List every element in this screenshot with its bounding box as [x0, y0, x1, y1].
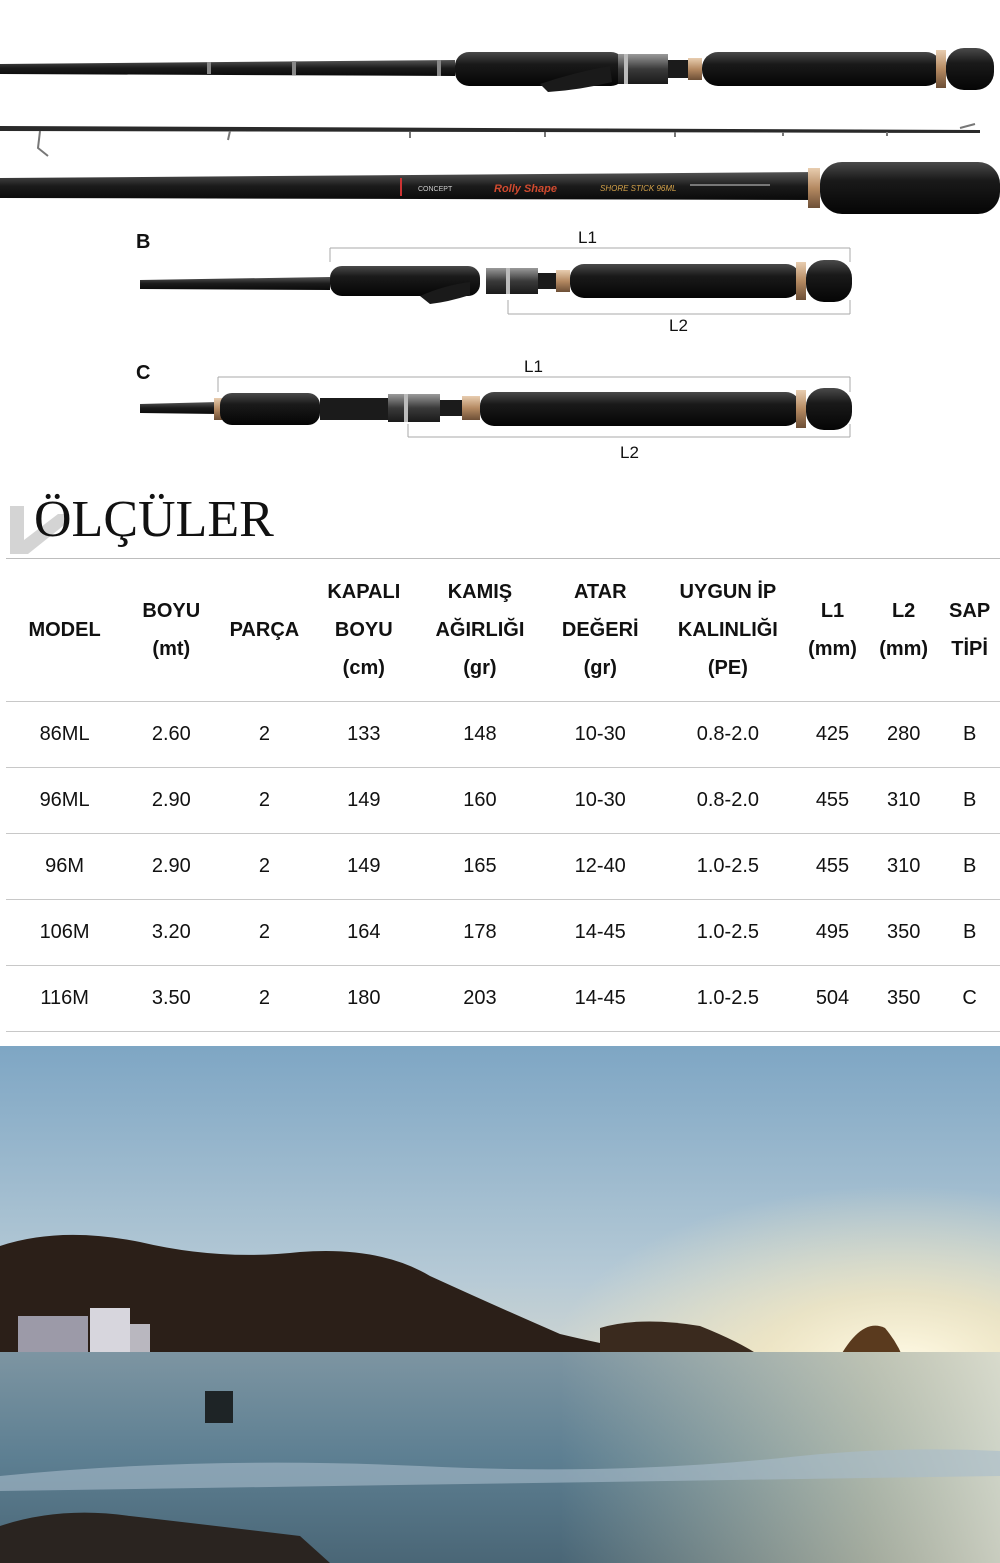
table-header-line: AĞIRLIĞI — [435, 619, 525, 641]
diagram-b-l2-label: L2 — [669, 316, 688, 335]
rod-print-model: SHORE STICK 96ML — [600, 184, 677, 193]
table-body — [6, 702, 1000, 1032]
table-cell: 203 — [418, 966, 541, 1032]
table-cell: B — [939, 768, 1000, 834]
rod-tip-section — [0, 124, 980, 156]
rod-closeup — [0, 162, 1000, 214]
table-cell: 280 — [868, 702, 939, 768]
table-cell: 14-45 — [542, 966, 659, 1032]
table-cell: 2 — [219, 834, 309, 900]
handle-diagram-b — [140, 248, 852, 314]
table-cell: 2 — [219, 702, 309, 768]
table-header-line: (mt) — [152, 638, 191, 660]
table-row — [6, 900, 1000, 966]
table-header-cell — [659, 559, 797, 702]
table-cell: 10-30 — [542, 702, 659, 768]
table-cell: 86ML — [6, 702, 123, 768]
table-cell: 1.0-2.5 — [659, 966, 797, 1032]
table-cell: 96M — [6, 834, 123, 900]
table-cell: 310 — [868, 768, 939, 834]
table-cell: 96ML — [6, 768, 123, 834]
rod-butt-section — [0, 48, 994, 92]
table-header-line: KAPALI — [327, 581, 401, 603]
table-row — [6, 768, 1000, 834]
table-header-line: L1 — [820, 600, 845, 622]
table-cell: 164 — [309, 900, 418, 966]
table-header-cell — [542, 559, 659, 702]
table-cell: 1.0-2.5 — [659, 834, 797, 900]
table-cell: B — [939, 900, 1000, 966]
table-header-line: KAMIŞ — [447, 581, 513, 603]
table-header-line: (mm) — [879, 638, 929, 660]
table-header-cell — [219, 559, 309, 702]
table-cell: 14-45 — [542, 900, 659, 966]
table-row — [6, 966, 1000, 1032]
table-header-line: MODEL — [28, 619, 101, 641]
table-cell: 106M — [6, 900, 123, 966]
table-header-line: L2 — [891, 600, 916, 622]
table-cell: 2.90 — [123, 768, 219, 834]
table-cell: 165 — [418, 834, 541, 900]
table-cell: 2 — [219, 900, 309, 966]
rod-print-brand: Rolly Shape — [494, 183, 557, 195]
diagram-c-l1-label: L1 — [524, 357, 543, 376]
diagram-c-label: C — [136, 362, 151, 384]
table-cell: 12-40 — [542, 834, 659, 900]
beach-fishing-photo — [0, 1046, 1000, 1563]
table-header-line: ATAR — [573, 581, 627, 603]
table-row — [6, 834, 1000, 900]
table-cell: 350 — [868, 900, 939, 966]
table-header-line: (gr) — [583, 657, 617, 679]
table-cell: 149 — [309, 834, 418, 900]
table-cell: 455 — [797, 768, 868, 834]
table-cell: 504 — [797, 966, 868, 1032]
table-cell: 0.8-2.0 — [659, 768, 797, 834]
table-cell: 178 — [418, 900, 541, 966]
table-header-line: (gr) — [463, 657, 497, 679]
table-header-cell — [939, 559, 1000, 702]
table-cell: 310 — [868, 834, 939, 900]
table-cell: 10-30 — [542, 768, 659, 834]
diagram-c-l2-label: L2 — [620, 443, 639, 462]
table-cell: 2.90 — [123, 834, 219, 900]
table-cell: 350 — [868, 966, 939, 1032]
table-cell: 180 — [309, 966, 418, 1032]
table-header-line: DEĞERİ — [561, 619, 639, 641]
specs-table — [6, 558, 1000, 1032]
table-cell: B — [939, 702, 1000, 768]
table-cell: 2 — [219, 768, 309, 834]
table-header-cell — [123, 559, 219, 702]
table-header-cell — [6, 559, 123, 702]
table-cell: 116M — [6, 966, 123, 1032]
table-header-cell — [418, 559, 541, 702]
table-cell: 0.8-2.0 — [659, 702, 797, 768]
table-cell: 3.20 — [123, 900, 219, 966]
table-cell: 160 — [418, 768, 541, 834]
table-header-cell — [797, 559, 868, 702]
table-cell: 133 — [309, 702, 418, 768]
table-cell: 425 — [797, 702, 868, 768]
table-header-line: PARÇA — [229, 619, 300, 641]
table-cell: B — [939, 834, 1000, 900]
diagram-b-label: B — [136, 231, 151, 253]
table-cell: 148 — [418, 702, 541, 768]
table-header-row — [6, 559, 1000, 702]
table-header-line: (mm) — [808, 638, 857, 660]
table-header-line: BOYU — [334, 619, 393, 641]
table-cell: 1.0-2.5 — [659, 900, 797, 966]
table-cell: C — [939, 966, 1000, 1032]
table-cell: 495 — [797, 900, 868, 966]
diagram-b-l1-label: L1 — [578, 228, 597, 247]
page-title: ÖLÇÜLER — [34, 491, 274, 548]
rod-print-concept: CONCEPT — [418, 186, 453, 193]
table-cell: 2 — [219, 966, 309, 1032]
table-cell: 455 — [797, 834, 868, 900]
table-header-cell — [868, 559, 939, 702]
table-cell: 149 — [309, 768, 418, 834]
table-cell: 2.60 — [123, 702, 219, 768]
handle-diagram-c — [140, 377, 852, 437]
table-header-line: TİPİ — [951, 638, 988, 660]
table-header-line: (PE) — [707, 657, 748, 679]
table-header-line: UYGUN İP — [679, 581, 777, 603]
section-header — [0, 480, 1000, 558]
table-header-line: KALINLIĞI — [677, 619, 778, 641]
table-header-line: SAP — [949, 600, 991, 622]
table-header-line: (cm) — [342, 657, 385, 679]
table-row — [6, 702, 1000, 768]
table-cell: 3.50 — [123, 966, 219, 1032]
table-header-line: BOYU — [142, 600, 201, 622]
table-header-cell — [309, 559, 418, 702]
